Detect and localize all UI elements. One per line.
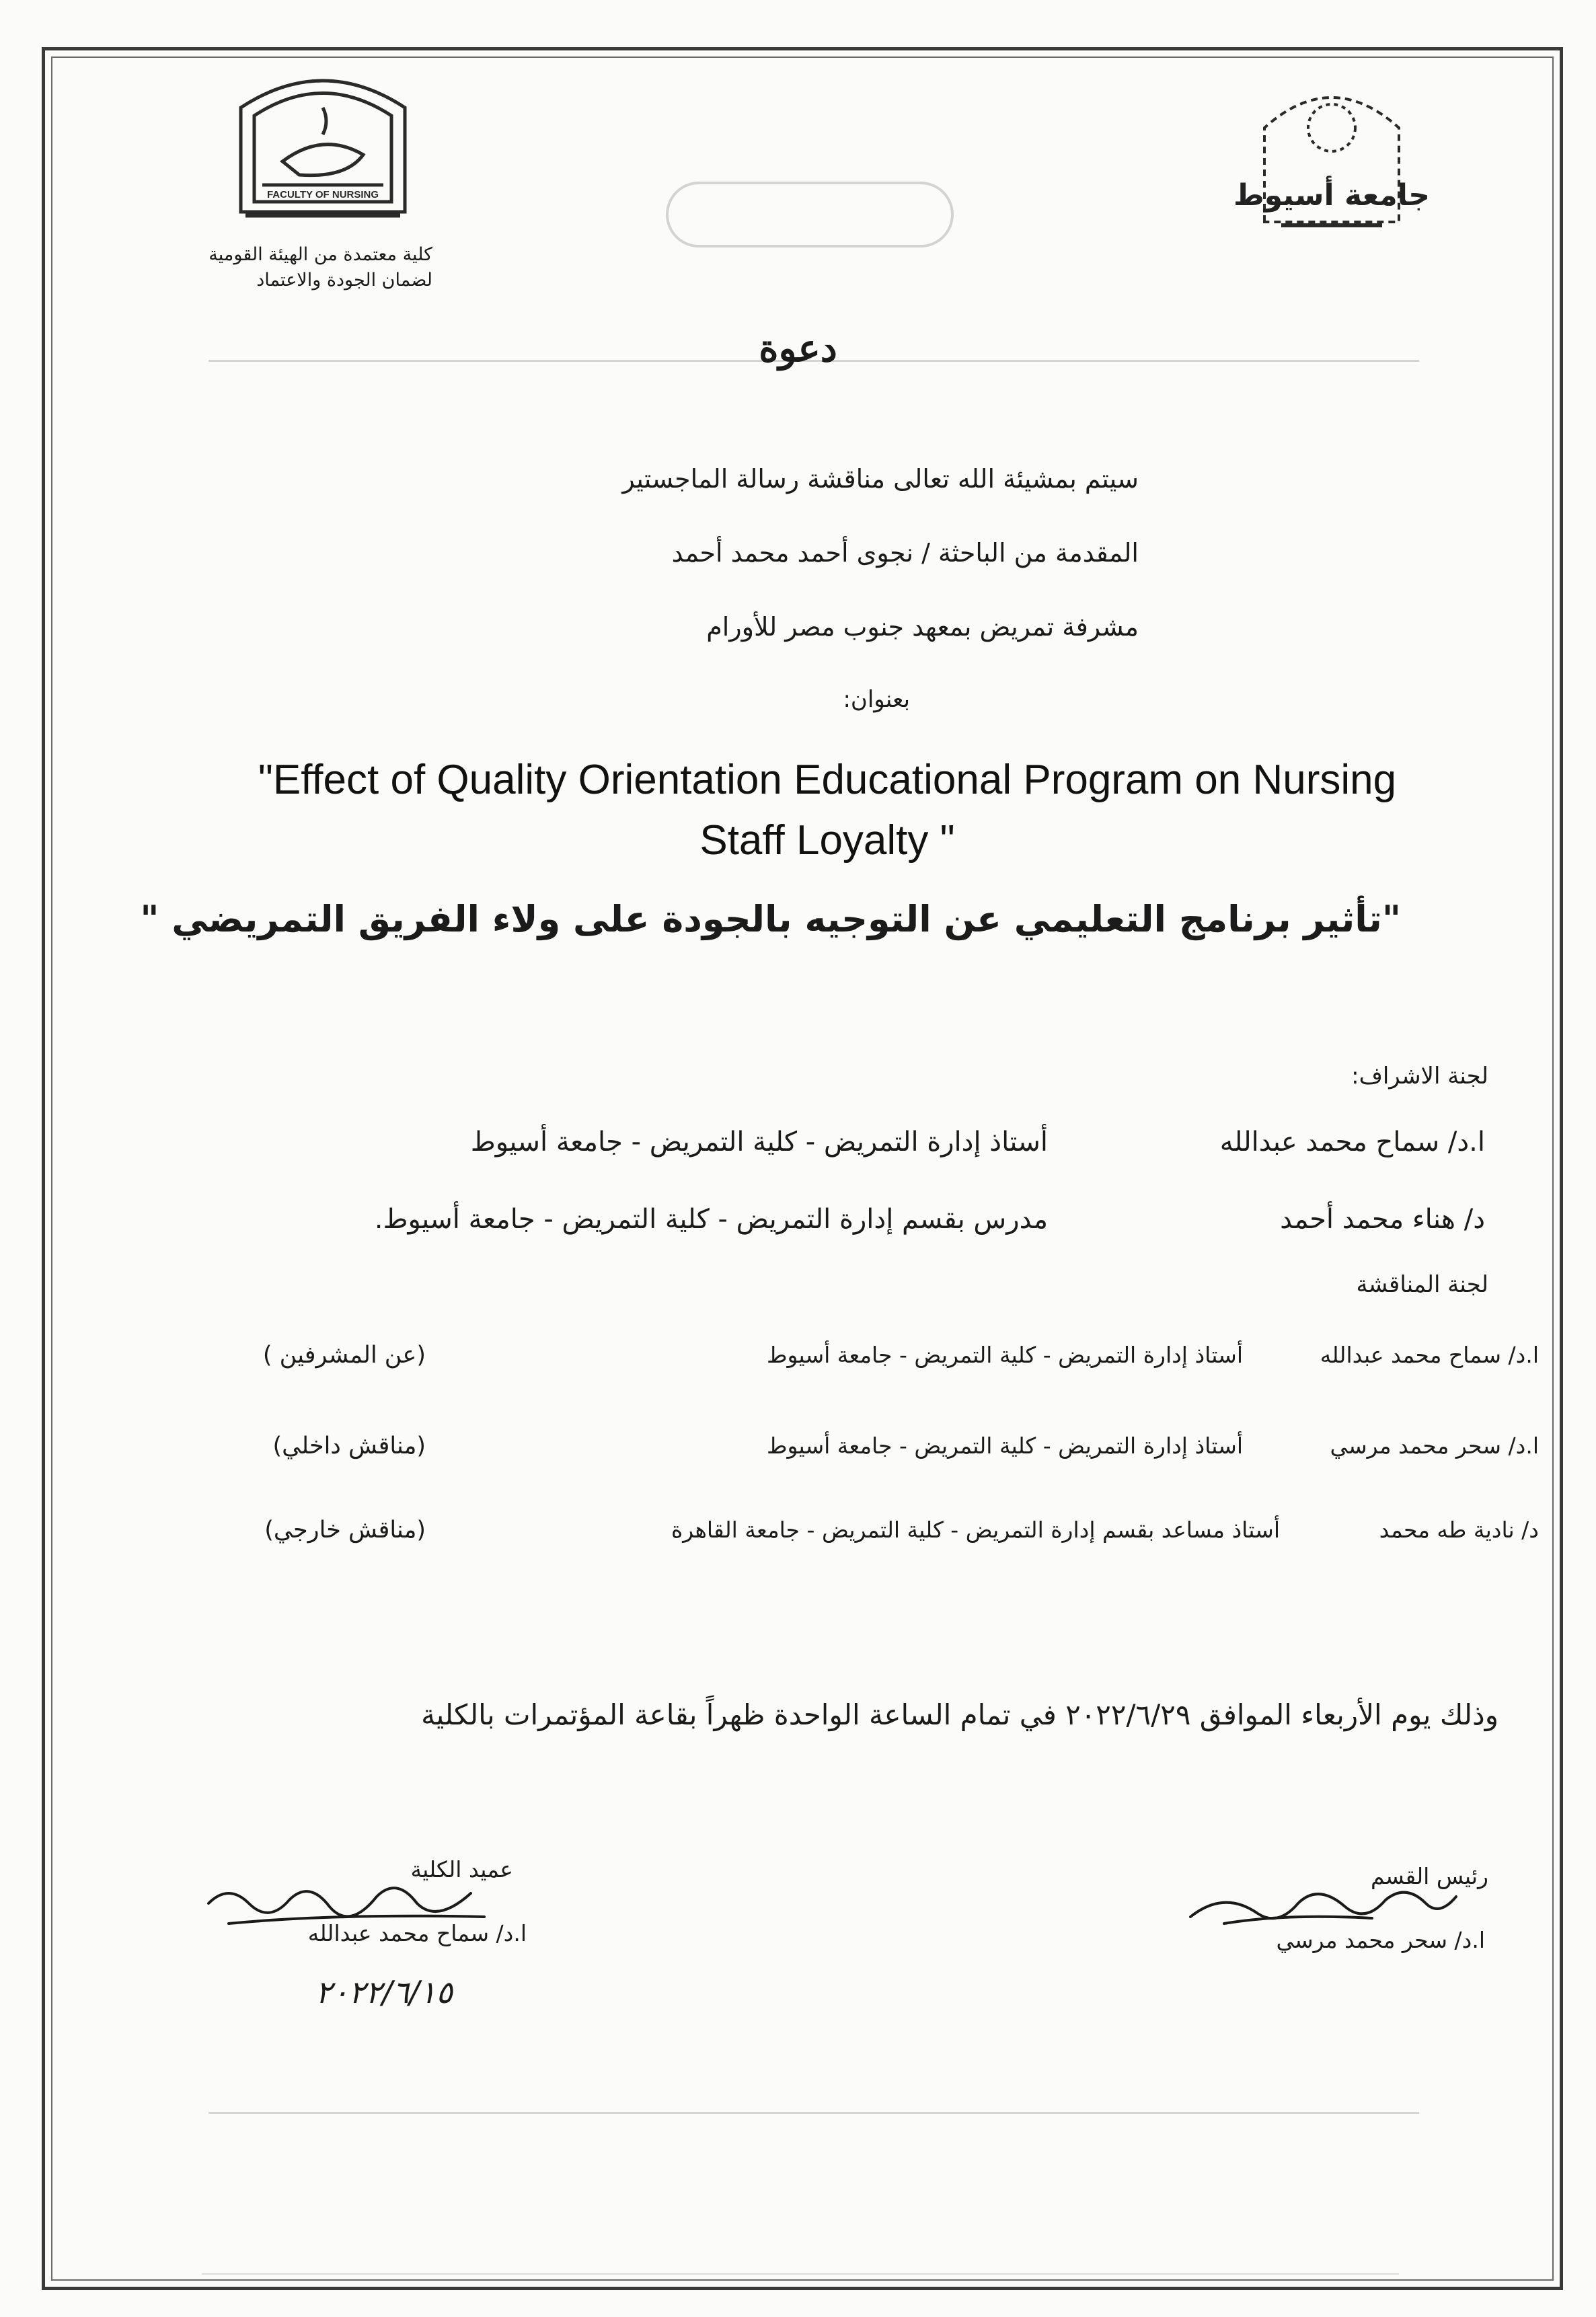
- dean-title: عميد الكلية: [410, 1856, 513, 1883]
- dean-name: ا.د/ سماح محمد عبدالله: [307, 1920, 527, 1946]
- discussion-heading: لجنة المناقشة: [1356, 1271, 1488, 1298]
- examiner-2-role: (مناقش داخلي): [272, 1433, 426, 1459]
- researcher-position: مشرفة تمريض بمعهد جنوب مصر للأورام: [706, 612, 1139, 642]
- ghost-rule-bottom: [208, 2112, 1419, 2114]
- schedule-line: وذلك يوم الأربعاء الموافق ٢٠٢٢/٦/٢٩ في تمام الساعة الواحدة ظهراً بقاعة المؤتمرات بالكلية: [421, 1698, 1498, 1731]
- supervisor-1-name: ا.د/ سماح محمد عبدالله: [1219, 1127, 1485, 1157]
- handwritten-date: ٢٠٢٢/٦/١٥: [315, 1974, 453, 2010]
- examiner-2-position: أستاذ إدارة التمريض - كلية التمريض - جامعة أسيوط: [766, 1433, 1243, 1459]
- thesis-title-english: [175, 750, 1480, 871]
- head-title: رئيس القسم: [1371, 1863, 1488, 1889]
- accreditation-line-2: لضمان الجودة والاعتماد: [256, 270, 432, 291]
- logo-university-text: جامعة أسيوط: [1233, 178, 1430, 213]
- supervision-heading: لجنة الاشراف:: [1351, 1063, 1488, 1090]
- logo-caption: FACULTY OF NURSING: [266, 189, 379, 200]
- supervisor-2-name: د/ هناء محمد أحمد: [1280, 1204, 1485, 1235]
- researcher-line: المقدمة من الباحثة / نجوى أحمد محمد أحمد: [671, 538, 1139, 568]
- supervisor-1-position: أستاذ إدارة التمريض - كلية التمريض - جامعة أسيوط: [470, 1127, 1048, 1157]
- examiner-3-role: (مناقش خارجي): [264, 1517, 426, 1544]
- thesis-title-en-line-2: Staff Loyalty ": [699, 817, 955, 864]
- assiut-university-logo: [1233, 74, 1430, 242]
- examiner-3-name: د/ نادية طه محمد: [1379, 1517, 1539, 1543]
- head-name: ا.د/ سحر محمد مرسي: [1276, 1927, 1485, 1953]
- examiner-3-position: أستاذ مساعد بقسم إدارة التمريض - كلية التمريض - جامعة القاهرة: [671, 1517, 1280, 1543]
- examiner-1-position: أستاذ إدارة التمريض - كلية التمريض - جامعة أسيوط: [766, 1342, 1243, 1368]
- invitation-title: دعوة: [759, 326, 837, 371]
- supervisor-2-position: مدرس بقسم إدارة التمريض - كلية التمريض - جامعة أسيوط.: [374, 1204, 1048, 1235]
- ghost-rule-footer: [202, 2273, 1399, 2275]
- ghost-stamp: [666, 182, 954, 248]
- title-label: بعنوان:: [843, 686, 910, 713]
- examiner-2-name: ا.د/ سحر محمد مرسي: [1330, 1433, 1539, 1459]
- intro-line-1: سيتم بمشيئة الله تعالى مناقشة رسالة الماجستير: [622, 464, 1139, 494]
- examiner-1-name: ا.د/ سماح محمد عبدالله: [1320, 1342, 1539, 1368]
- accreditation-note: [208, 242, 432, 293]
- accreditation-line-1: كلية معتمدة من الهيئة القومية: [208, 244, 432, 265]
- thesis-title-en-line-1: "Effect of Quality Orientation Educational Program on Nursing: [258, 757, 1397, 803]
- faculty-of-nursing-logo: [222, 61, 424, 235]
- examiner-1-role: (عن المشرفين ): [262, 1342, 426, 1369]
- thesis-title-arabic: "تأثير برنامج التعليمي عن التوجيه بالجودة على ولاء الفريق التمريضي ": [140, 898, 1401, 940]
